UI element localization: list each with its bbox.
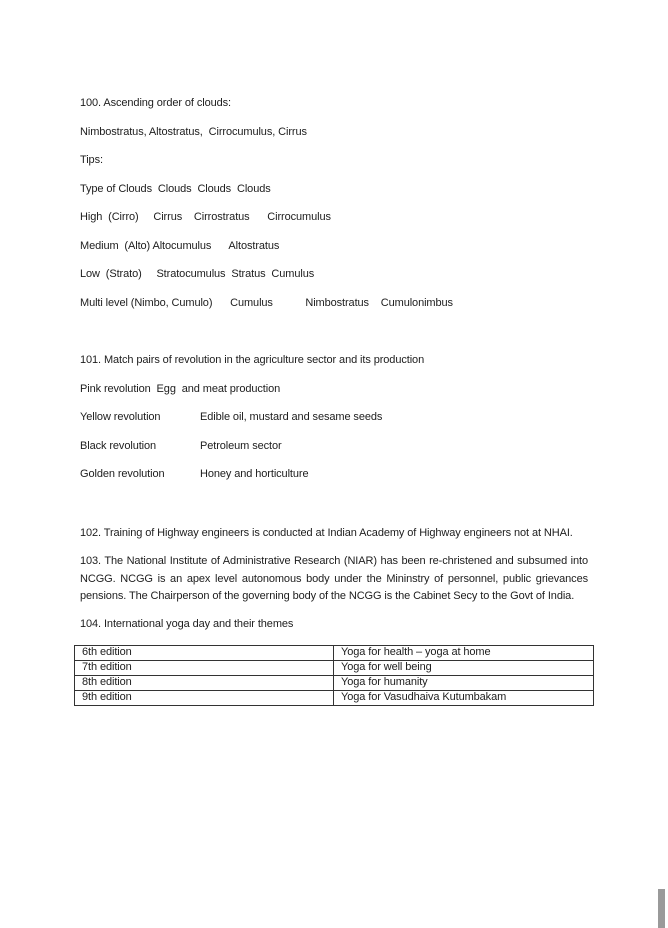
q101-pair-value: Honey and horticulture — [200, 468, 309, 480]
q100-clouds-medium-row: Medium (Alto) Altocumulus Altostratus — [80, 239, 280, 252]
table-row — [75, 675, 594, 690]
q100-clouds-header-row: Type of Clouds Clouds Clouds Clouds — [80, 182, 271, 195]
q101-pair-label: Yellow revolution — [80, 411, 161, 423]
edition-cell: 8th edition — [75, 675, 334, 690]
edition-cell: 6th edition — [75, 645, 334, 660]
q101-heading: 101. Match pairs of revolution in the agriculture sector and its production — [80, 354, 425, 366]
theme-cell: Yoga for well being — [334, 660, 594, 675]
q103-paragraph: 103. The National Institute of Administrative Research (NIAR) has been re-christened and subsumed into NCGG. NCGG is an apex level autonomous body under the Mininstry of personnel, public grievances pensions. The Chairperson of the governing body of the NCGG is the Cabinet Secy to the Govt of India. — [80, 555, 588, 602]
q101-pair-label: Black revolution — [80, 439, 157, 452]
q101-pair-yellow — [80, 410, 588, 424]
yoga-themes-table — [74, 645, 594, 706]
q102-paragraph: 102. Training of Highway engineers is conducted at Indian Academy of Highway engineers not at NHAI. — [80, 526, 573, 539]
q101-pair-golden — [80, 467, 588, 481]
edition-cell: 7th edition — [75, 660, 334, 675]
q100-answer-line: Nimbostratus, Altostratus, Cirrocumulus, Cirrus — [80, 125, 307, 138]
q101-pair-black — [80, 439, 588, 453]
q100-tips-label: Tips: — [80, 154, 103, 166]
vertical-scrollbar-thumb[interactable] — [658, 889, 665, 928]
theme-cell: Yoga for Vasudhaiva Kutumbakam — [334, 690, 594, 705]
table-row — [75, 645, 594, 660]
table-row — [75, 660, 594, 675]
q100-heading: 100. Ascending order of clouds: — [80, 97, 232, 109]
q100-clouds-multilevel-row: Multi level (Nimbo, Cumulo) Cumulus Nimbostratus Cumulonimbus — [80, 296, 453, 309]
q104-heading: 104. International yoga day and their themes — [80, 617, 294, 630]
q100-clouds-low-row: Low (Strato) Stratocumulus Stratus Cumulus — [80, 268, 315, 280]
q100-clouds-high-row: High (Cirro) Cirrus Cirrostratus Cirrocumulus — [80, 211, 331, 223]
q101-pair-value: Edible oil, mustard and sesame seeds — [200, 411, 383, 423]
q101-pink-revolution-line: Pink revolution Egg and meat production — [80, 382, 281, 395]
q101-pair-value: Petroleum sector — [200, 439, 282, 452]
table-row — [75, 690, 594, 705]
theme-cell: Yoga for humanity — [334, 675, 594, 690]
edition-cell: 9th edition — [75, 690, 334, 705]
q101-pair-label: Golden revolution — [80, 468, 165, 480]
theme-cell: Yoga for health – yoga at home — [334, 645, 594, 660]
